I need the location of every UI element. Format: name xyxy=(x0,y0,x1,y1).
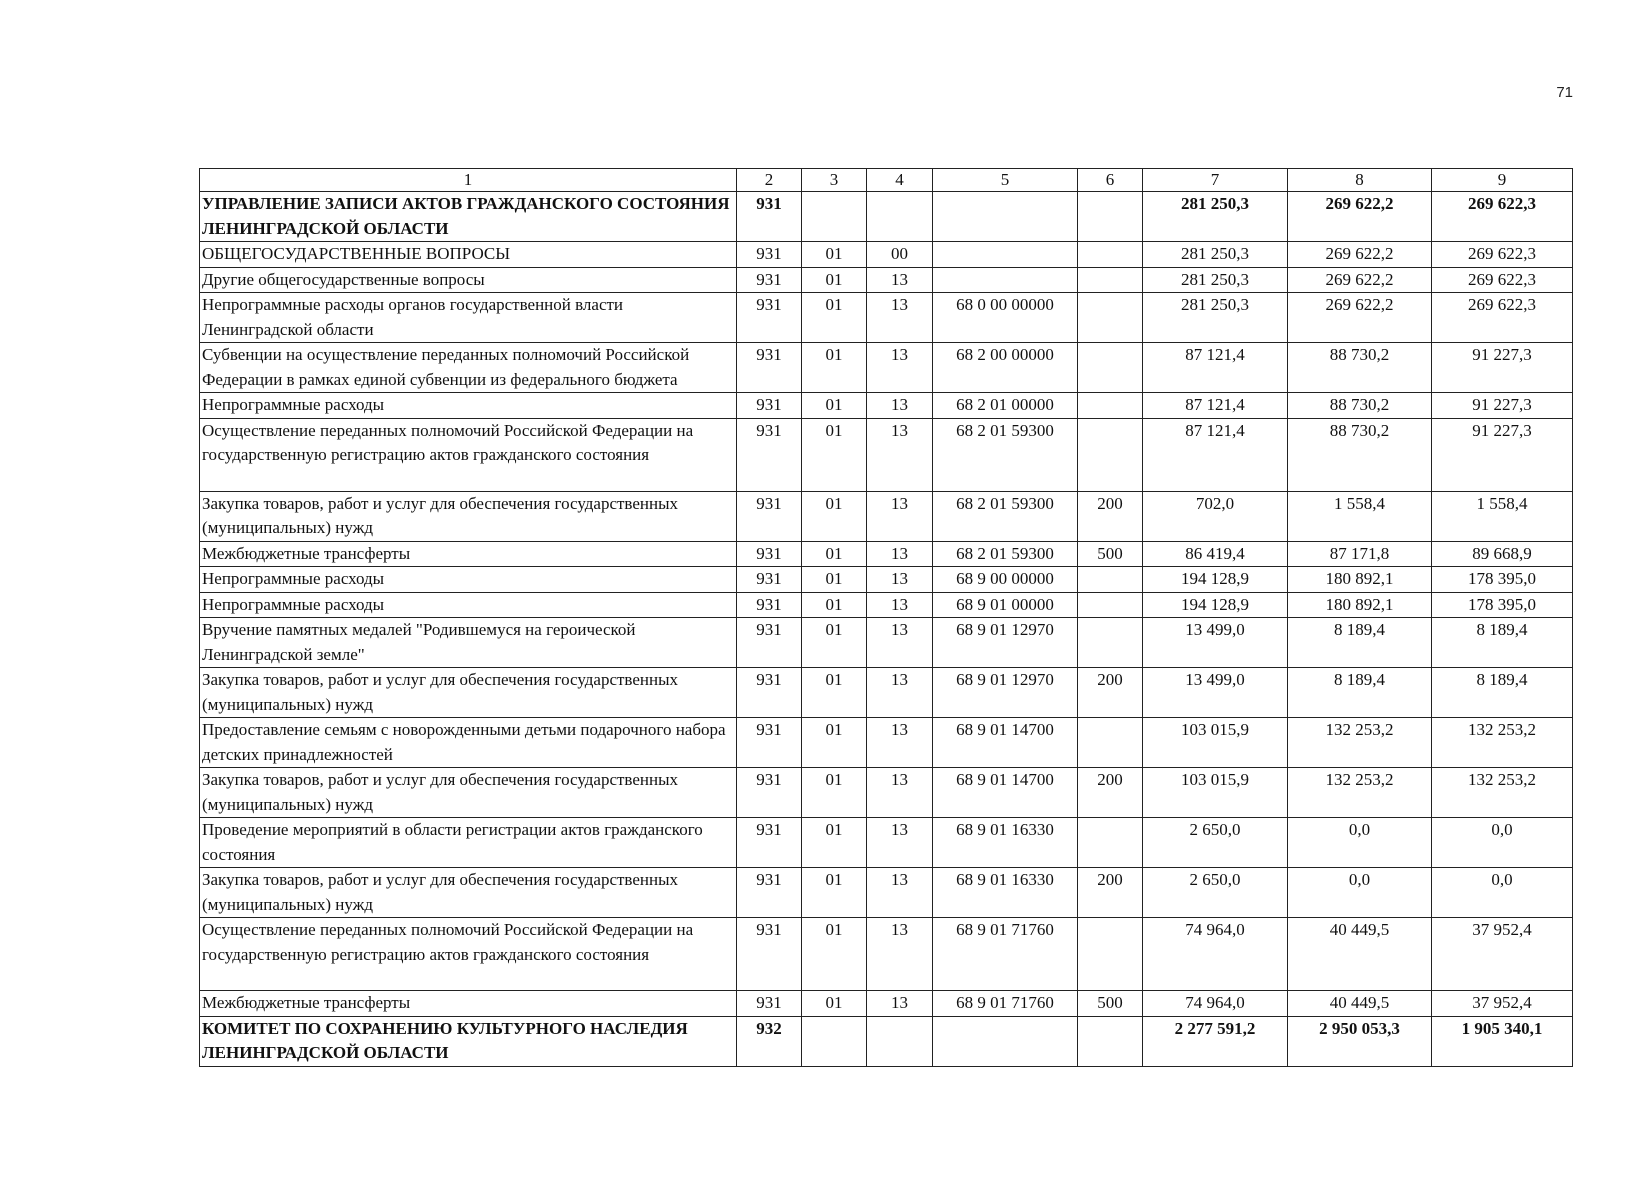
cell-expense-type xyxy=(1078,267,1143,293)
cell-target-article: 68 9 01 12970 xyxy=(933,668,1078,718)
cell-ministry-code: 931 xyxy=(737,918,802,991)
cell-amount-col9: 91 227,3 xyxy=(1432,393,1573,419)
cell-amount-col9: 1 558,4 xyxy=(1432,491,1573,541)
cell-expense-type xyxy=(1078,242,1143,268)
cell-name: Межбюджетные трансферты xyxy=(200,541,737,567)
table-row xyxy=(200,718,1573,768)
cell-name: Закупка товаров, работ и услуг для обеспечения государственных (муниципальных) нужд xyxy=(200,668,737,718)
cell-expense-type xyxy=(1078,1016,1143,1066)
cell-expense-type xyxy=(1078,567,1143,593)
table-row xyxy=(200,491,1573,541)
header-row xyxy=(200,169,1573,192)
cell-ministry-code: 931 xyxy=(737,567,802,593)
cell-expense-type: 500 xyxy=(1078,541,1143,567)
column-header-9: 9 xyxy=(1432,169,1573,192)
cell-ministry-code: 931 xyxy=(737,541,802,567)
cell-amount-col9: 269 622,3 xyxy=(1432,267,1573,293)
cell-ministry-code: 931 xyxy=(737,343,802,393)
table-row xyxy=(200,818,1573,868)
cell-amount-col9: 91 227,3 xyxy=(1432,343,1573,393)
column-header-2: 2 xyxy=(737,169,802,192)
column-header-8: 8 xyxy=(1288,169,1432,192)
cell-expense-type xyxy=(1078,918,1143,991)
cell-name: Непрограммные расходы органов государственной власти Ленинградской области xyxy=(200,293,737,343)
cell-amount-col9: 0,0 xyxy=(1432,818,1573,868)
cell-amount-col9: 178 395,0 xyxy=(1432,592,1573,618)
cell-ministry-code: 931 xyxy=(737,293,802,343)
cell-name: Осуществление переданных полномочий Российской Федерации на государственную регистрацию актов гражданского состояния xyxy=(200,918,737,991)
cell-expense-type xyxy=(1078,192,1143,242)
table-row xyxy=(200,991,1573,1017)
cell-target-article: 68 9 01 00000 xyxy=(933,592,1078,618)
table-row xyxy=(200,918,1573,991)
cell-section xyxy=(802,192,867,242)
cell-name: Закупка товаров, работ и услуг для обеспечения государственных (муниципальных) нужд xyxy=(200,491,737,541)
cell-expense-type: 200 xyxy=(1078,868,1143,918)
cell-subsection: 13 xyxy=(867,668,933,718)
cell-name: Проведение мероприятий в области регистрации актов гражданского состояния xyxy=(200,818,737,868)
page-number: 71 xyxy=(1556,84,1573,101)
cell-subsection: 13 xyxy=(867,718,933,768)
cell-section: 01 xyxy=(802,718,867,768)
cell-target-article: 68 2 01 59300 xyxy=(933,491,1078,541)
cell-ministry-code: 931 xyxy=(737,491,802,541)
cell-section: 01 xyxy=(802,918,867,991)
column-header-6: 6 xyxy=(1078,169,1143,192)
cell-amount-col8: 8 189,4 xyxy=(1288,618,1432,668)
cell-amount-col9: 178 395,0 xyxy=(1432,567,1573,593)
cell-amount-col9: 132 253,2 xyxy=(1432,768,1573,818)
cell-section: 01 xyxy=(802,668,867,718)
cell-target-article: 68 0 00 00000 xyxy=(933,293,1078,343)
cell-section: 01 xyxy=(802,267,867,293)
cell-subsection: 13 xyxy=(867,418,933,491)
cell-target-article: 68 9 01 16330 xyxy=(933,868,1078,918)
cell-ministry-code: 931 xyxy=(737,267,802,293)
cell-amount-col8: 87 171,8 xyxy=(1288,541,1432,567)
cell-amount-col9: 91 227,3 xyxy=(1432,418,1573,491)
cell-ministry-code: 931 xyxy=(737,668,802,718)
cell-expense-type xyxy=(1078,718,1143,768)
cell-target-article: 68 2 00 00000 xyxy=(933,343,1078,393)
cell-expense-type xyxy=(1078,618,1143,668)
column-header-3: 3 xyxy=(802,169,867,192)
cell-subsection: 13 xyxy=(867,991,933,1017)
cell-amount-col8: 88 730,2 xyxy=(1288,343,1432,393)
cell-subsection: 13 xyxy=(867,592,933,618)
cell-subsection: 13 xyxy=(867,393,933,419)
table-row xyxy=(200,293,1573,343)
column-header-7: 7 xyxy=(1143,169,1288,192)
cell-amount-col7: 194 128,9 xyxy=(1143,592,1288,618)
cell-name: КОМИТЕТ ПО СОХРАНЕНИЮ КУЛЬТУРНОГО НАСЛЕДИЯ ЛЕНИНГРАДСКОЙ ОБЛАСТИ xyxy=(200,1016,737,1066)
cell-subsection: 00 xyxy=(867,242,933,268)
cell-name: ОБЩЕГОСУДАРСТВЕННЫЕ ВОПРОСЫ xyxy=(200,242,737,268)
cell-target-article: 68 2 01 59300 xyxy=(933,418,1078,491)
table-row xyxy=(200,393,1573,419)
cell-amount-col8: 0,0 xyxy=(1288,818,1432,868)
cell-amount-col9: 8 189,4 xyxy=(1432,668,1573,718)
cell-ministry-code: 931 xyxy=(737,868,802,918)
cell-subsection: 13 xyxy=(867,818,933,868)
cell-target-article xyxy=(933,192,1078,242)
cell-section: 01 xyxy=(802,868,867,918)
table-row xyxy=(200,668,1573,718)
cell-section: 01 xyxy=(802,592,867,618)
cell-amount-col8: 40 449,5 xyxy=(1288,918,1432,991)
cell-expense-type: 200 xyxy=(1078,491,1143,541)
table-row xyxy=(200,418,1573,491)
cell-amount-col8: 2 950 053,3 xyxy=(1288,1016,1432,1066)
cell-name: Межбюджетные трансферты xyxy=(200,991,737,1017)
cell-name: Закупка товаров, работ и услуг для обеспечения государственных (муниципальных) нужд xyxy=(200,868,737,918)
cell-amount-col9: 269 622,3 xyxy=(1432,192,1573,242)
cell-target-article xyxy=(933,1016,1078,1066)
table-row xyxy=(200,592,1573,618)
cell-target-article: 68 9 01 14700 xyxy=(933,768,1078,818)
cell-amount-col7: 281 250,3 xyxy=(1143,267,1288,293)
cell-subsection: 13 xyxy=(867,293,933,343)
cell-name: Непрограммные расходы xyxy=(200,592,737,618)
table-row xyxy=(200,618,1573,668)
cell-amount-col8: 132 253,2 xyxy=(1288,718,1432,768)
cell-name: УПРАВЛЕНИЕ ЗАПИСИ АКТОВ ГРАЖДАНСКОГО СОСТОЯНИЯ ЛЕНИНГРАДСКОЙ ОБЛАСТИ xyxy=(200,192,737,242)
cell-amount-col8: 40 449,5 xyxy=(1288,991,1432,1017)
cell-subsection: 13 xyxy=(867,491,933,541)
cell-expense-type xyxy=(1078,418,1143,491)
cell-target-article: 68 9 01 71760 xyxy=(933,991,1078,1017)
cell-amount-col7: 281 250,3 xyxy=(1143,242,1288,268)
cell-ministry-code: 931 xyxy=(737,242,802,268)
cell-section: 01 xyxy=(802,567,867,593)
cell-amount-col8: 1 558,4 xyxy=(1288,491,1432,541)
table-row xyxy=(200,541,1573,567)
column-header-5: 5 xyxy=(933,169,1078,192)
cell-target-article: 68 9 01 14700 xyxy=(933,718,1078,768)
cell-name: Закупка товаров, работ и услуг для обеспечения государственных (муниципальных) нужд xyxy=(200,768,737,818)
cell-amount-col7: 281 250,3 xyxy=(1143,293,1288,343)
cell-expense-type xyxy=(1078,592,1143,618)
cell-name: Субвенции на осуществление переданных полномочий Российской Федерации в рамках единой субвенции из федерального бюджета xyxy=(200,343,737,393)
table-row xyxy=(200,192,1573,242)
cell-amount-col7: 2 277 591,2 xyxy=(1143,1016,1288,1066)
cell-amount-col9: 0,0 xyxy=(1432,868,1573,918)
cell-amount-col9: 37 952,4 xyxy=(1432,918,1573,991)
cell-amount-col8: 180 892,1 xyxy=(1288,592,1432,618)
column-header-1: 1 xyxy=(200,169,737,192)
cell-target-article: 68 9 00 00000 xyxy=(933,567,1078,593)
cell-amount-col9: 1 905 340,1 xyxy=(1432,1016,1573,1066)
cell-amount-col7: 87 121,4 xyxy=(1143,393,1288,419)
cell-amount-col8: 88 730,2 xyxy=(1288,393,1432,419)
cell-target-article xyxy=(933,267,1078,293)
cell-expense-type xyxy=(1078,393,1143,419)
cell-amount-col7: 103 015,9 xyxy=(1143,768,1288,818)
cell-ministry-code: 931 xyxy=(737,768,802,818)
cell-target-article: 68 9 01 71760 xyxy=(933,918,1078,991)
cell-expense-type xyxy=(1078,293,1143,343)
cell-subsection: 13 xyxy=(867,567,933,593)
cell-amount-col8: 88 730,2 xyxy=(1288,418,1432,491)
cell-name: Вручение памятных медалей "Родившемуся на героической Ленинградской земле" xyxy=(200,618,737,668)
cell-section: 01 xyxy=(802,343,867,393)
cell-amount-col8: 269 622,2 xyxy=(1288,293,1432,343)
cell-amount-col9: 89 668,9 xyxy=(1432,541,1573,567)
cell-subsection xyxy=(867,1016,933,1066)
budget-table xyxy=(199,168,1573,1067)
cell-name: Предоставление семьям с новорожденными детьми подарочного набора детских принадлежностей xyxy=(200,718,737,768)
cell-amount-col7: 103 015,9 xyxy=(1143,718,1288,768)
cell-amount-col8: 0,0 xyxy=(1288,868,1432,918)
column-header-4: 4 xyxy=(867,169,933,192)
cell-amount-col9: 8 189,4 xyxy=(1432,618,1573,668)
cell-section: 01 xyxy=(802,491,867,541)
cell-ministry-code: 931 xyxy=(737,192,802,242)
cell-name: Непрограммные расходы xyxy=(200,393,737,419)
cell-name: Другие общегосударственные вопросы xyxy=(200,267,737,293)
cell-amount-col8: 269 622,2 xyxy=(1288,267,1432,293)
table-row xyxy=(200,242,1573,268)
table-row xyxy=(200,1016,1573,1066)
cell-expense-type: 200 xyxy=(1078,768,1143,818)
cell-amount-col9: 269 622,3 xyxy=(1432,242,1573,268)
cell-subsection: 13 xyxy=(867,343,933,393)
cell-amount-col9: 132 253,2 xyxy=(1432,718,1573,768)
table-row xyxy=(200,343,1573,393)
cell-section: 01 xyxy=(802,293,867,343)
cell-ministry-code: 932 xyxy=(737,1016,802,1066)
cell-target-article xyxy=(933,242,1078,268)
cell-subsection xyxy=(867,192,933,242)
cell-target-article: 68 2 01 00000 xyxy=(933,393,1078,419)
table-row xyxy=(200,567,1573,593)
cell-ministry-code: 931 xyxy=(737,718,802,768)
cell-section: 01 xyxy=(802,991,867,1017)
cell-amount-col8: 132 253,2 xyxy=(1288,768,1432,818)
cell-target-article: 68 2 01 59300 xyxy=(933,541,1078,567)
cell-section: 01 xyxy=(802,242,867,268)
cell-subsection: 13 xyxy=(867,541,933,567)
cell-amount-col7: 702,0 xyxy=(1143,491,1288,541)
cell-amount-col8: 269 622,2 xyxy=(1288,192,1432,242)
cell-ministry-code: 931 xyxy=(737,818,802,868)
cell-amount-col7: 2 650,0 xyxy=(1143,818,1288,868)
cell-expense-type: 500 xyxy=(1078,991,1143,1017)
cell-amount-col8: 180 892,1 xyxy=(1288,567,1432,593)
cell-name: Непрограммные расходы xyxy=(200,567,737,593)
cell-subsection: 13 xyxy=(867,618,933,668)
cell-amount-col7: 87 121,4 xyxy=(1143,343,1288,393)
cell-ministry-code: 931 xyxy=(737,418,802,491)
cell-section: 01 xyxy=(802,393,867,419)
table-row xyxy=(200,868,1573,918)
cell-amount-col7: 281 250,3 xyxy=(1143,192,1288,242)
cell-ministry-code: 931 xyxy=(737,393,802,419)
cell-subsection: 13 xyxy=(867,768,933,818)
cell-section: 01 xyxy=(802,418,867,491)
cell-subsection: 13 xyxy=(867,868,933,918)
cell-target-article: 68 9 01 16330 xyxy=(933,818,1078,868)
cell-amount-col7: 194 128,9 xyxy=(1143,567,1288,593)
cell-subsection: 13 xyxy=(867,267,933,293)
cell-amount-col9: 37 952,4 xyxy=(1432,991,1573,1017)
cell-amount-col7: 2 650,0 xyxy=(1143,868,1288,918)
cell-section: 01 xyxy=(802,541,867,567)
cell-name: Осуществление переданных полномочий Российской Федерации на государственную регистрацию актов гражданского состояния xyxy=(200,418,737,491)
cell-ministry-code: 931 xyxy=(737,991,802,1017)
cell-section: 01 xyxy=(802,818,867,868)
cell-amount-col7: 13 499,0 xyxy=(1143,668,1288,718)
cell-ministry-code: 931 xyxy=(737,592,802,618)
cell-section: 01 xyxy=(802,768,867,818)
cell-amount-col8: 269 622,2 xyxy=(1288,242,1432,268)
cell-amount-col8: 8 189,4 xyxy=(1288,668,1432,718)
cell-amount-col7: 86 419,4 xyxy=(1143,541,1288,567)
cell-expense-type xyxy=(1078,818,1143,868)
cell-target-article: 68 9 01 12970 xyxy=(933,618,1078,668)
cell-amount-col7: 87 121,4 xyxy=(1143,418,1288,491)
cell-expense-type: 200 xyxy=(1078,668,1143,718)
cell-section: 01 xyxy=(802,618,867,668)
cell-amount-col7: 74 964,0 xyxy=(1143,991,1288,1017)
cell-amount-col7: 74 964,0 xyxy=(1143,918,1288,991)
cell-expense-type xyxy=(1078,343,1143,393)
cell-amount-col9: 269 622,3 xyxy=(1432,293,1573,343)
cell-section xyxy=(802,1016,867,1066)
cell-subsection: 13 xyxy=(867,918,933,991)
cell-amount-col7: 13 499,0 xyxy=(1143,618,1288,668)
table-row xyxy=(200,768,1573,818)
cell-ministry-code: 931 xyxy=(737,618,802,668)
table-row xyxy=(200,267,1573,293)
